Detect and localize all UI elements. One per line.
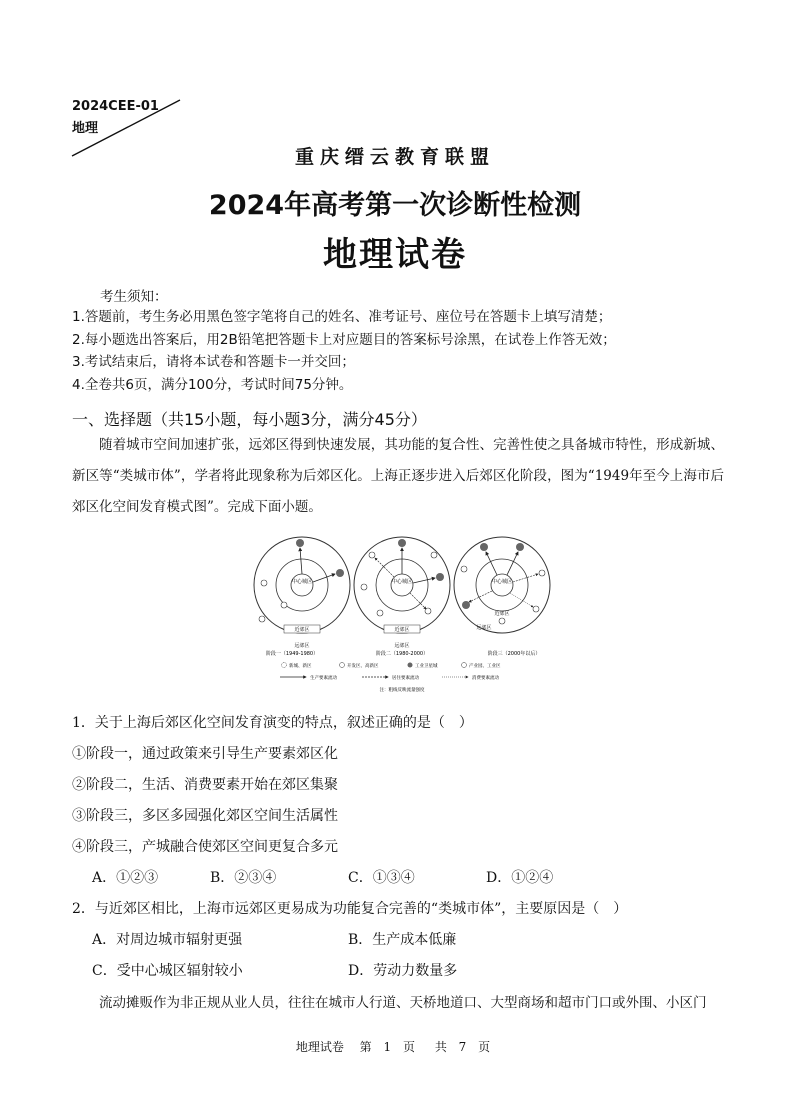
- legend-symbols: [282, 662, 501, 669]
- stage-2-caption: 阶段二（1980-2000）: [375, 651, 429, 657]
- stage-2-panel: [354, 537, 450, 649]
- notice-title: 考生须知：: [100, 289, 168, 305]
- notice-item: 3.考试结束后，请将本试卷和答题卡一并交回；: [72, 354, 355, 370]
- legend-industrial-park: 产业园、工业区: [469, 664, 501, 669]
- footer-page: 第 1 页: [359, 1040, 415, 1054]
- page-footer: [0, 1038, 790, 1055]
- passage-2: 流动摊贩作为非正规从业人员，往往在城市人行道、天桥地道口、大型商场和超市门口或外围、小区门: [99, 995, 707, 1011]
- subject-tag: 地理: [72, 121, 99, 136]
- legend-dev-zone: 开发区、高新区: [347, 664, 379, 669]
- question-2-stem: 2．与近郊区相比，上海市远郊区更易成为功能复合完善的“类城市体”，主要原因是（ ）: [72, 901, 628, 917]
- stage-3-caption: 阶段三（2000年以后）: [487, 651, 541, 657]
- center-label-2: 中心城区: [391, 579, 413, 585]
- far-suburb-label-1: 远郊区: [294, 643, 310, 649]
- question-1-statement: ①阶段一，通过政策来引导生产要素郊区化: [72, 746, 338, 762]
- legend-production-flow: 生产要素流动: [310, 676, 337, 681]
- notice-item: 4.全卷共6页，满分100分，考试时间75分钟。: [72, 376, 353, 393]
- q1-option-c: C．①③④: [348, 870, 415, 886]
- q2-option-b: B．生产成本低廉: [348, 932, 457, 948]
- q1-option-d: D．①②④: [486, 870, 554, 886]
- q1-option-b: B．②③④: [210, 870, 277, 886]
- section-heading: 一、选择题（共15小题，每小题3分，满分45分）: [72, 410, 427, 429]
- paper-code: 2024CEE-01: [72, 99, 159, 114]
- legend-note: 注：粗线反映流量强度: [379, 688, 425, 693]
- legend-new-town: 新城、新区: [289, 664, 312, 669]
- q2-option-a: A．对周边城市辐射更强: [92, 932, 243, 948]
- legend-residence-flow: 居住要素流动: [392, 676, 419, 681]
- notice-list: [72, 306, 762, 396]
- q1-option-a: A．①②③: [92, 870, 159, 886]
- legend-satellite: 工业卫星城: [415, 664, 438, 669]
- near-suburb-label-1: 近郊区: [294, 627, 310, 633]
- suburbanization-diagram: [252, 525, 552, 700]
- question-1-statement: ②阶段二，生活、消费要素开始在郊区集聚: [72, 777, 338, 793]
- passage-1: 随着城市空间加速扩张，远郊区得到快速发展，其功能的复合性、完善性使之具备城市特性，形成新城、新区等“类城市体”，学者将此现象称为后郊区化。上海正逐步进入后郊区化阶段，图为“1949年至今上海市后郊区化空间发育模式图”。完成下面小题。: [72, 437, 724, 515]
- legend-flows: [280, 674, 499, 681]
- stage-3-panel: [454, 537, 550, 633]
- notice-item: 2.每小题选出答案后，用2B铅笔把答题卡上对应题目的答案标号涂黑，在试卷上作答无效；: [72, 331, 616, 348]
- org-name: 重庆缙云教育联盟: [294, 146, 495, 168]
- q2-option-c: C．受中心城区辐射较小: [92, 963, 243, 979]
- center-label-3: 中心城区: [491, 579, 513, 585]
- legend-consumption-flow: 消费要素流动: [472, 676, 499, 681]
- subject-title: 地理试卷: [323, 235, 467, 275]
- stage-1-panel: [254, 537, 350, 649]
- footer-subject: 地理试卷: [295, 1040, 344, 1054]
- far-suburb-label-3: 远郊区: [476, 625, 492, 631]
- stage-1-caption: 阶段一（1949-1980）: [265, 651, 319, 657]
- notice-item: 1.答题前，考生务必用黑色签字笔将自己的姓名、准考证号、座位号在答题卡上填写清楚；: [72, 309, 612, 325]
- near-suburb-label-2: 近郊区: [394, 627, 410, 633]
- question-1-statement: ④阶段三，产城融合使郊区空间更复合多元: [72, 839, 338, 855]
- center-label-1: 中心城区: [291, 579, 313, 585]
- footer-total: 共 7 页: [434, 1040, 491, 1054]
- q2-option-d: D．劳动力数量多: [348, 963, 458, 979]
- question-1-statement: ③阶段三，多区多园强化郊区空间生活属性: [72, 808, 338, 824]
- exam-title: 2024年高考第一次诊断性检测: [208, 190, 582, 221]
- question-1-stem: 1．关于上海后郊区化空间发育演变的特点，叙述正确的是（ ）: [72, 715, 473, 731]
- far-suburb-label-2: 远郊区: [394, 643, 410, 649]
- near-suburb-label-3: 近郊区: [494, 611, 510, 617]
